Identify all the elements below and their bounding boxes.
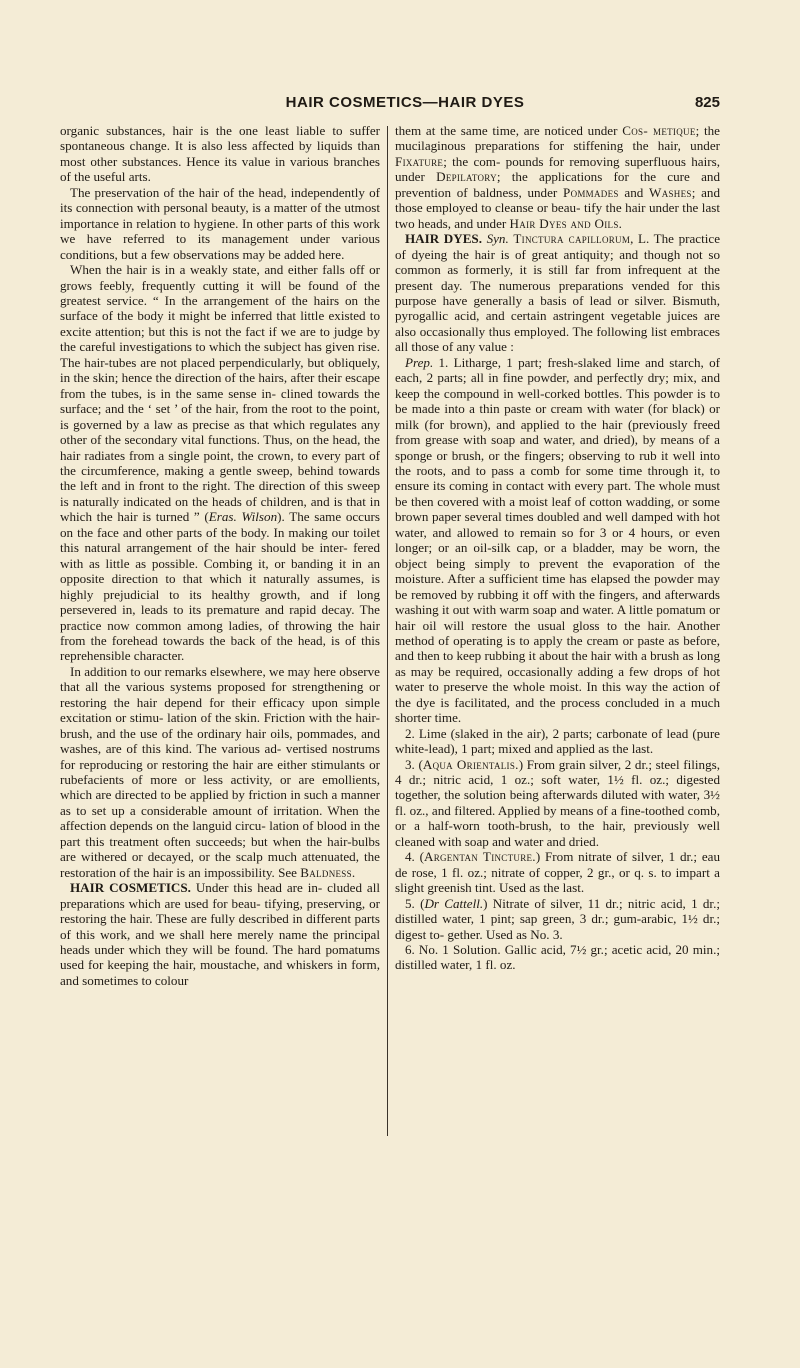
entry-heading: HAIR DYES. [405,231,482,247]
recipe-1: Prep. 1. Litharge, 1 part; fresh-slaked lime and starch, of each, 2 parts; all in fine powder, and perfectly dry; mix, and keep the compound in well-corked bottles. This powder is to be made into a thin paste or cream with water (for black) or milk (for brown), and applied to the hair (previously freed from grease with soap and water, and dried), by means of a sponge or brush, or the fingers; observing to rub it well into the roots, and to pass a comb for some time through it, to ensure its coming in contact with every part. The whole must be then covered with a moist leaf of cotton wadding, or some brown paper several times doubled and well damped with hot water, and allowed to remain so for 3 or 4 hours, or even longer; or an oil-silk cap, or a bladder, may be worn, the object being simply to prevent the evaporation of the moisture. After a sufficient time has elapsed the powder may be removed by rubbing it off with the fingers, and afterwards washing it out with warm soap and water. A little pomatum or hair oil will restore the usual gloss to the hair. Another method of operating is to apply the cream or paste as before, and then to keep rubbing it about the hair with a brush as long as may be required, occasionally adding a few drops of hot water to preserve the whole moist. In this way the action of the dye is facilitated, and the process concluded in a much shorter time. [395,354,720,726]
left-column [60,123,380,988]
paragraph: them at the same time, are noticed under Cos- metique; the mucilaginous preparations for stiffening the hair, under Fixature; the com- pounds for removing superfluous hairs, under Depilatory; the applications for the cure and prevention of baldness, under Pommades and Washes; and those employed to cleanse or beau- tify the hair under the last two heads, and under Hair Dyes and Oils. [395,123,720,231]
paragraph: When the hair is in a weakly state, and either falls off or grows feebly, frequently cutting it will be found of the greatest service. “ In the arrangement of the hairs on the surface of the body it might be inferred that little existed to excite attention; but this is not the fact if we are to judge by the careful investigations to which the subject has given rise. The hair-tubes are not placed perpendicularly, but obliquely, in the skin; hence the direction of the hairs, after their escape from the tubes, is in the same sense in- clined towards the surface; and the ‘ set ’ of the hair, from the root to the point, is governed by a law as precise as that which regulates any other of the secondary vital functions. Thus, on the head, the hair radiates from a single point, the crown, to every part of the circumference, making a gentle sweep, behind towards the left and in front to the right. The direction of this sweep is naturally indicated on the heads of children, and is that in which the hair is turned ” (Eras. Wilson). The same occurs on the face and other parts of the body. In making our toilet this natural arrangement of the hair should be inter- fered with as little as possible. Combing it, or banding it in an opposite direction to that which it naturally assumes, is highly prejudicial to its healthy growth, and if long persevered in, leads to its premature and rapid decay. The practice now common among ladies, of throwing the hair from the forehead towards the back of the head, is of this reprehensible character. [60,262,380,664]
running-header: HAIR COSMETICS—HAIR DYES [285,94,525,111]
recipe-3: 3. (Aqua Orientalis.) From grain silver, 2 dr.; steel filings, 4 dr.; nitric acid, 1 oz.; soft water, 1½ fl. oz.; digested together, the solution being afterwards diluted with water, 3½ fl. oz., and filtered. Applied by means of a fine-toothed comb, or a half-worn tooth-brush, to the hair, previously well cleaned with soap and water and dried. [395,756,720,849]
paragraph: organic substances, hair is the one least liable to suffer spontaneous change. It is also less affected by liquids than most other substances. Hence its value in various branches of the useful arts. [60,123,380,185]
paragraph: The preservation of the hair of the head, independently of its connection with personal beauty, is a matter of the utmost importance in relation to hygiene. In other parts of this work we have referred to its management under various conditions, but a few observations may be added here. [60,184,380,262]
right-column [395,123,720,973]
recipe-name: Dr Cattell. [424,895,484,911]
column-divider [387,126,388,1136]
entry-heading: HAIR COSMETICS. [70,880,191,896]
recipe-2: 2. Lime (slaked in the air), 2 parts; carbonate of lead (pure white-lead), 1 part; mixed and applied as the last. [395,725,720,757]
recipe-6: 6. No. 1 Solution. Gallic acid, 7½ gr.; acetic acid, 20 min.; distilled water, 1 fl. oz. [395,942,720,973]
recipe-5: 5. (Dr Cattell.) Nitrate of silver, 11 dr.; nitric acid, 1 dr.; distilled water, 1 pint; sap green, 3 dr.; gum-arabic, 1½ dr.; digest to- gether. Used as No. 3. [395,895,720,942]
entry-hair-cosmetics: HAIR COSMETICS. Under this head are in- cluded all preparations which are used for beau- tifying, preserving, or restoring the hair. These are fully described in different parts of this work, and we shall here merely name the principal heads under which they will be found. The hard pomatums used for keeping the hair, moustache, and whiskers in form, and sometimes to colour [60,880,380,988]
cross-reference: Pommades [562,184,619,200]
cross-reference: Washes [649,184,692,200]
entry-hair-dyes: HAIR DYES. Syn. Tinctura capillorum, L. The practice of dyeing the hair is of great antiquity; and though not so common as formerly, it is still far from infrequent at the present day. The numerous preparations vended for this purpose have generally a basis of lead or silver. Bismuth, pyrogallic acid, and certain astringent vegetable juices are also occasionally thus employed. The following list embraces all those of any value : [395,231,721,355]
citation: Eras. Wilson [208,509,278,525]
recipe-4: 4. (Argentan Tincture.) From nitrate of silver, 1 dr.; eau de rose, 1 fl. oz.; nitrate of copper, 2 gr., or q. s. to impart a slight greenish tint. Used as the last. [395,849,720,896]
recipe-name: Aqua Orientalis. [422,756,519,772]
cross-reference: Depilatory [436,169,497,185]
latin-name: Tinctura capillorum [513,231,631,247]
recipe-name: Argentan Tincture. [423,849,536,865]
paragraph: In addition to our remarks elsewhere, we may here observe that all the various systems proposed for strengthening or restoring the hair depend for their efficacy upon simple excitation or stimu- lation of the skin. Friction with the hair-brush, and the use of the ordinary hair oils, pommades, and washes, are of this kind. The various ad- vertised nostrums for reproducing or restoring the hair are either stimulants or rubefacients of more or less activity, or are emollients, which are directed to be applied by friction in such a manner as to set up a considerable amount of irritation. When the affection depends on the languid circu- lation of blood in the part this treatment often succeeds; but when the hair-bulbs are withered or decayed, or the scalp much attenuated, the restoration of the hair is an impossibility. See Baldness. [60,663,380,880]
cross-reference: Fixature [395,153,444,169]
cross-reference: Hair Dyes and Oils. [509,215,623,231]
cross-reference: Cos- metique [622,123,696,138]
page-number: 825 [694,94,720,111]
cross-reference: Baldness. [300,864,356,880]
